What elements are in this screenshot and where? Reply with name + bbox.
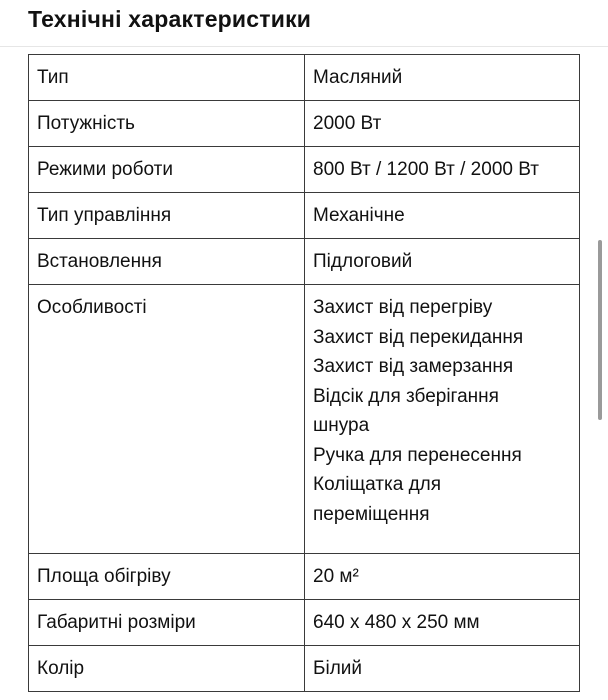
spec-value: Підлоговий	[305, 239, 580, 285]
feature-line: переміщення	[313, 503, 430, 525]
vertical-scrollbar[interactable]	[598, 240, 602, 420]
spec-label: Тип управління	[29, 193, 305, 239]
spec-value: 20 м²	[305, 554, 580, 600]
spec-row-control	[29, 193, 580, 239]
spec-value: 640 x 480 x 250 мм	[305, 600, 580, 646]
feature-line: Захист від замерзання	[313, 356, 514, 377]
spec-label: Режими роботи	[29, 147, 305, 193]
specs-table	[28, 54, 580, 692]
spec-row-features	[29, 285, 580, 554]
spec-row-heating-area	[29, 554, 580, 600]
feature-line: Коліщатка для	[313, 474, 442, 495]
section-title: Технічні характеристики	[28, 6, 312, 32]
feature-line: Відсік для зберігання	[313, 385, 499, 407]
spec-value: Масляний	[305, 55, 580, 101]
spec-label: Потужність	[29, 101, 305, 147]
spec-label: Тип	[29, 55, 305, 101]
spec-value: Механічне	[305, 193, 580, 239]
spec-value: 2000 Вт	[305, 101, 580, 147]
spec-label: Площа обігріву	[29, 554, 305, 600]
feature-line: шнура	[313, 415, 370, 436]
spec-label: Габаритні розміри	[29, 600, 305, 646]
spec-row-installation	[29, 239, 580, 285]
spec-value: Білий	[305, 646, 580, 692]
spec-value: 800 Вт / 1200 Вт / 2000 Вт	[305, 147, 580, 193]
feature-line: Захист від перегріву	[313, 297, 493, 318]
spec-row-modes	[29, 147, 580, 193]
feature-line: Захист від перекидання	[313, 326, 524, 348]
spec-label: Особливості	[29, 285, 305, 554]
spec-label: Встановлення	[29, 239, 305, 285]
feature-line: Ручка для перенесення	[313, 444, 522, 466]
spec-label: Колір	[29, 646, 305, 692]
spec-row-power	[29, 101, 580, 147]
features-list	[305, 285, 580, 554]
spec-row-type	[29, 55, 580, 101]
header-divider	[0, 46, 608, 47]
spec-row-dimensions	[29, 600, 580, 646]
spec-row-color	[29, 646, 580, 692]
